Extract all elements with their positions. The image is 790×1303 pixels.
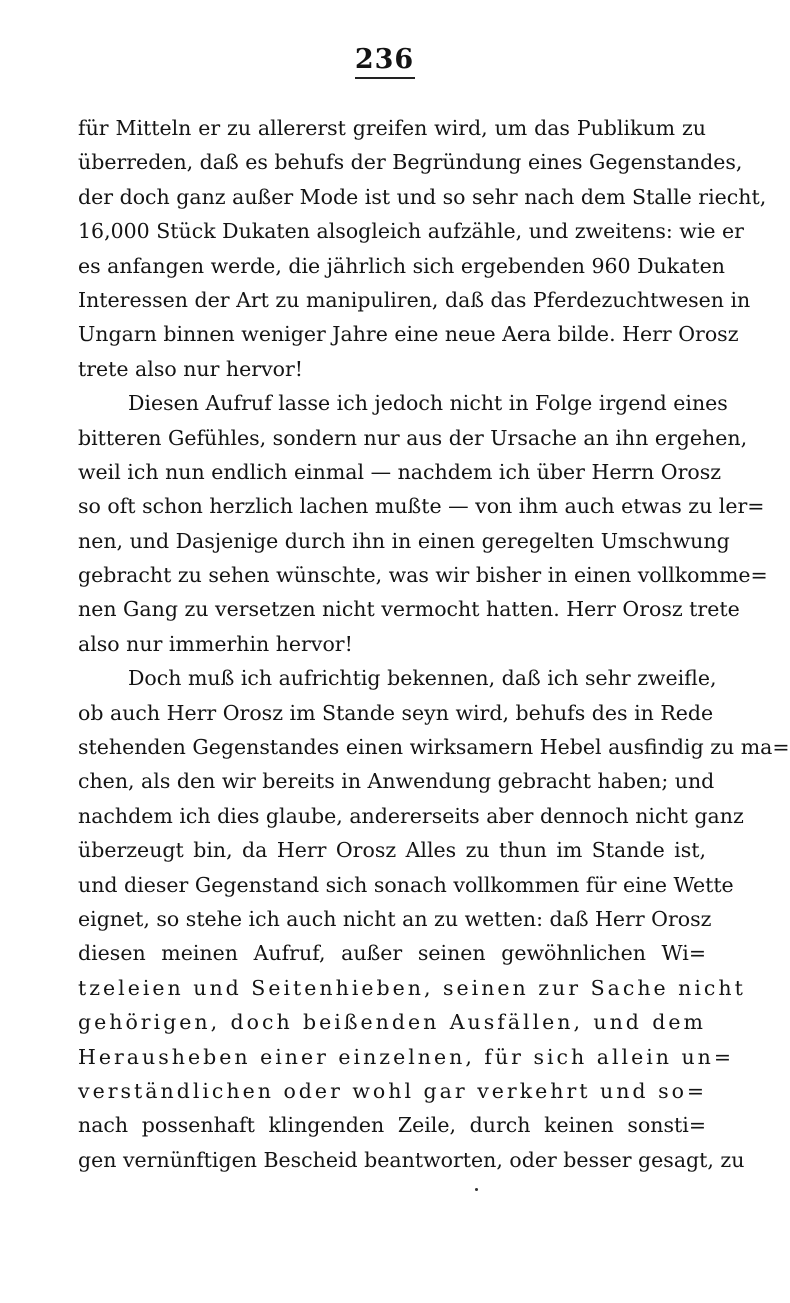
text-line: nachdem ich dies glaube, andererseits aber dennoch nicht ganz (78, 803, 744, 828)
text-line: so oft schon herzlich lachen mußte — von ihm auch etwas zu ler= (78, 494, 765, 519)
text-line: für Mitteln er zu allererst greifen wird, um das Publikum zu (78, 116, 706, 140)
print-speck (475, 1188, 478, 1191)
text-line: weil ich nun endlich einmal — nachdem ich über Herrn Orosz (78, 459, 722, 484)
body-text (78, 111, 790, 1177)
text-line: ob auch Herr Orosz im Stande seyn wird, behufs des in Rede (78, 700, 714, 725)
paragraph-end-line: trete also nur hervor! (78, 356, 304, 381)
text-line-spaced: verständlichen oder wohl gar verkehrt und so= (78, 1078, 708, 1103)
text-line: und dieser Gegenstand sich sonach vollkommen für eine Wette (78, 872, 734, 897)
paragraph-end-line: also nur immerhin hervor! (78, 631, 353, 656)
text-line: gen vernünftigen Bescheid beantworten, oder besser gesagt, zu (78, 1147, 745, 1172)
text-line: diesen meinen Aufruf, außer seinen gewöhnlichen Wi= (78, 941, 706, 966)
page-number: 236 (354, 44, 415, 75)
text-line: nen Gang zu versetzen nicht vermocht hatten. Herr Orosz trete (78, 597, 740, 622)
header-rule (355, 77, 415, 79)
text-line: es anfangen werde, die jährlich sich ergebenden 960 Dukaten (78, 253, 725, 278)
text-line: der doch ganz außer Mode ist und so sehr nach dem Stalle riecht, (78, 184, 767, 209)
text-line: 16,000 Stück Dukaten alsogleich aufzähle, und zweitens: wie er (78, 219, 744, 244)
text-line: überzeugt bin, da Herr Orosz Alles zu thun im Stande ist, (78, 838, 706, 863)
text-line-spaced: tzeleien und Seitenhieben, seinen zur Sache nicht (78, 975, 746, 1000)
text-line: nach possenhaft klingenden Zeile, durch keinen sonsti= (78, 1113, 706, 1138)
text-line: stehenden Gegenstandes einen wirksamern Hebel ausfindig zu ma= (78, 735, 790, 760)
text-line: Interessen der Art zu manipuliren, daß das Pferdezuchtwesen in (78, 287, 751, 312)
text-line: chen, als den wir bereits in Anwendung gebracht haben; und (78, 769, 715, 794)
text-line: eignet, so stehe ich auch nicht an zu wetten: daß Herr Orosz (78, 906, 712, 931)
paragraph-start-line: Doch muß ich aufrichtig bekennen, daß ich sehr zweifle, (128, 666, 717, 691)
text-line: bitteren Gefühles, sondern nur aus der Ursache an ihn ergehen, (78, 425, 748, 450)
text-line-spaced: Herausheben einer einzelnen, für sich allein un= (78, 1044, 735, 1069)
text-line: gebracht zu sehen wünschte, was wir bisher in einen vollkomme= (78, 563, 768, 588)
text-line: überreden, daß es behufs der Begründung eines Gegenstandes, (78, 150, 743, 175)
text-line: Ungarn binnen weniger Jahre eine neue Aera bilde. Herr Orosz (78, 322, 739, 347)
text-line: nen, und Dasjenige durch ihn in einen geregelten Umschwung (78, 528, 730, 553)
paragraph-start-line: Diesen Aufruf lasse ich jedoch nicht in Folge irgend eines (128, 391, 728, 416)
text-line-spaced: gehörigen, doch beißenden Ausfällen, und dem (78, 1010, 706, 1035)
